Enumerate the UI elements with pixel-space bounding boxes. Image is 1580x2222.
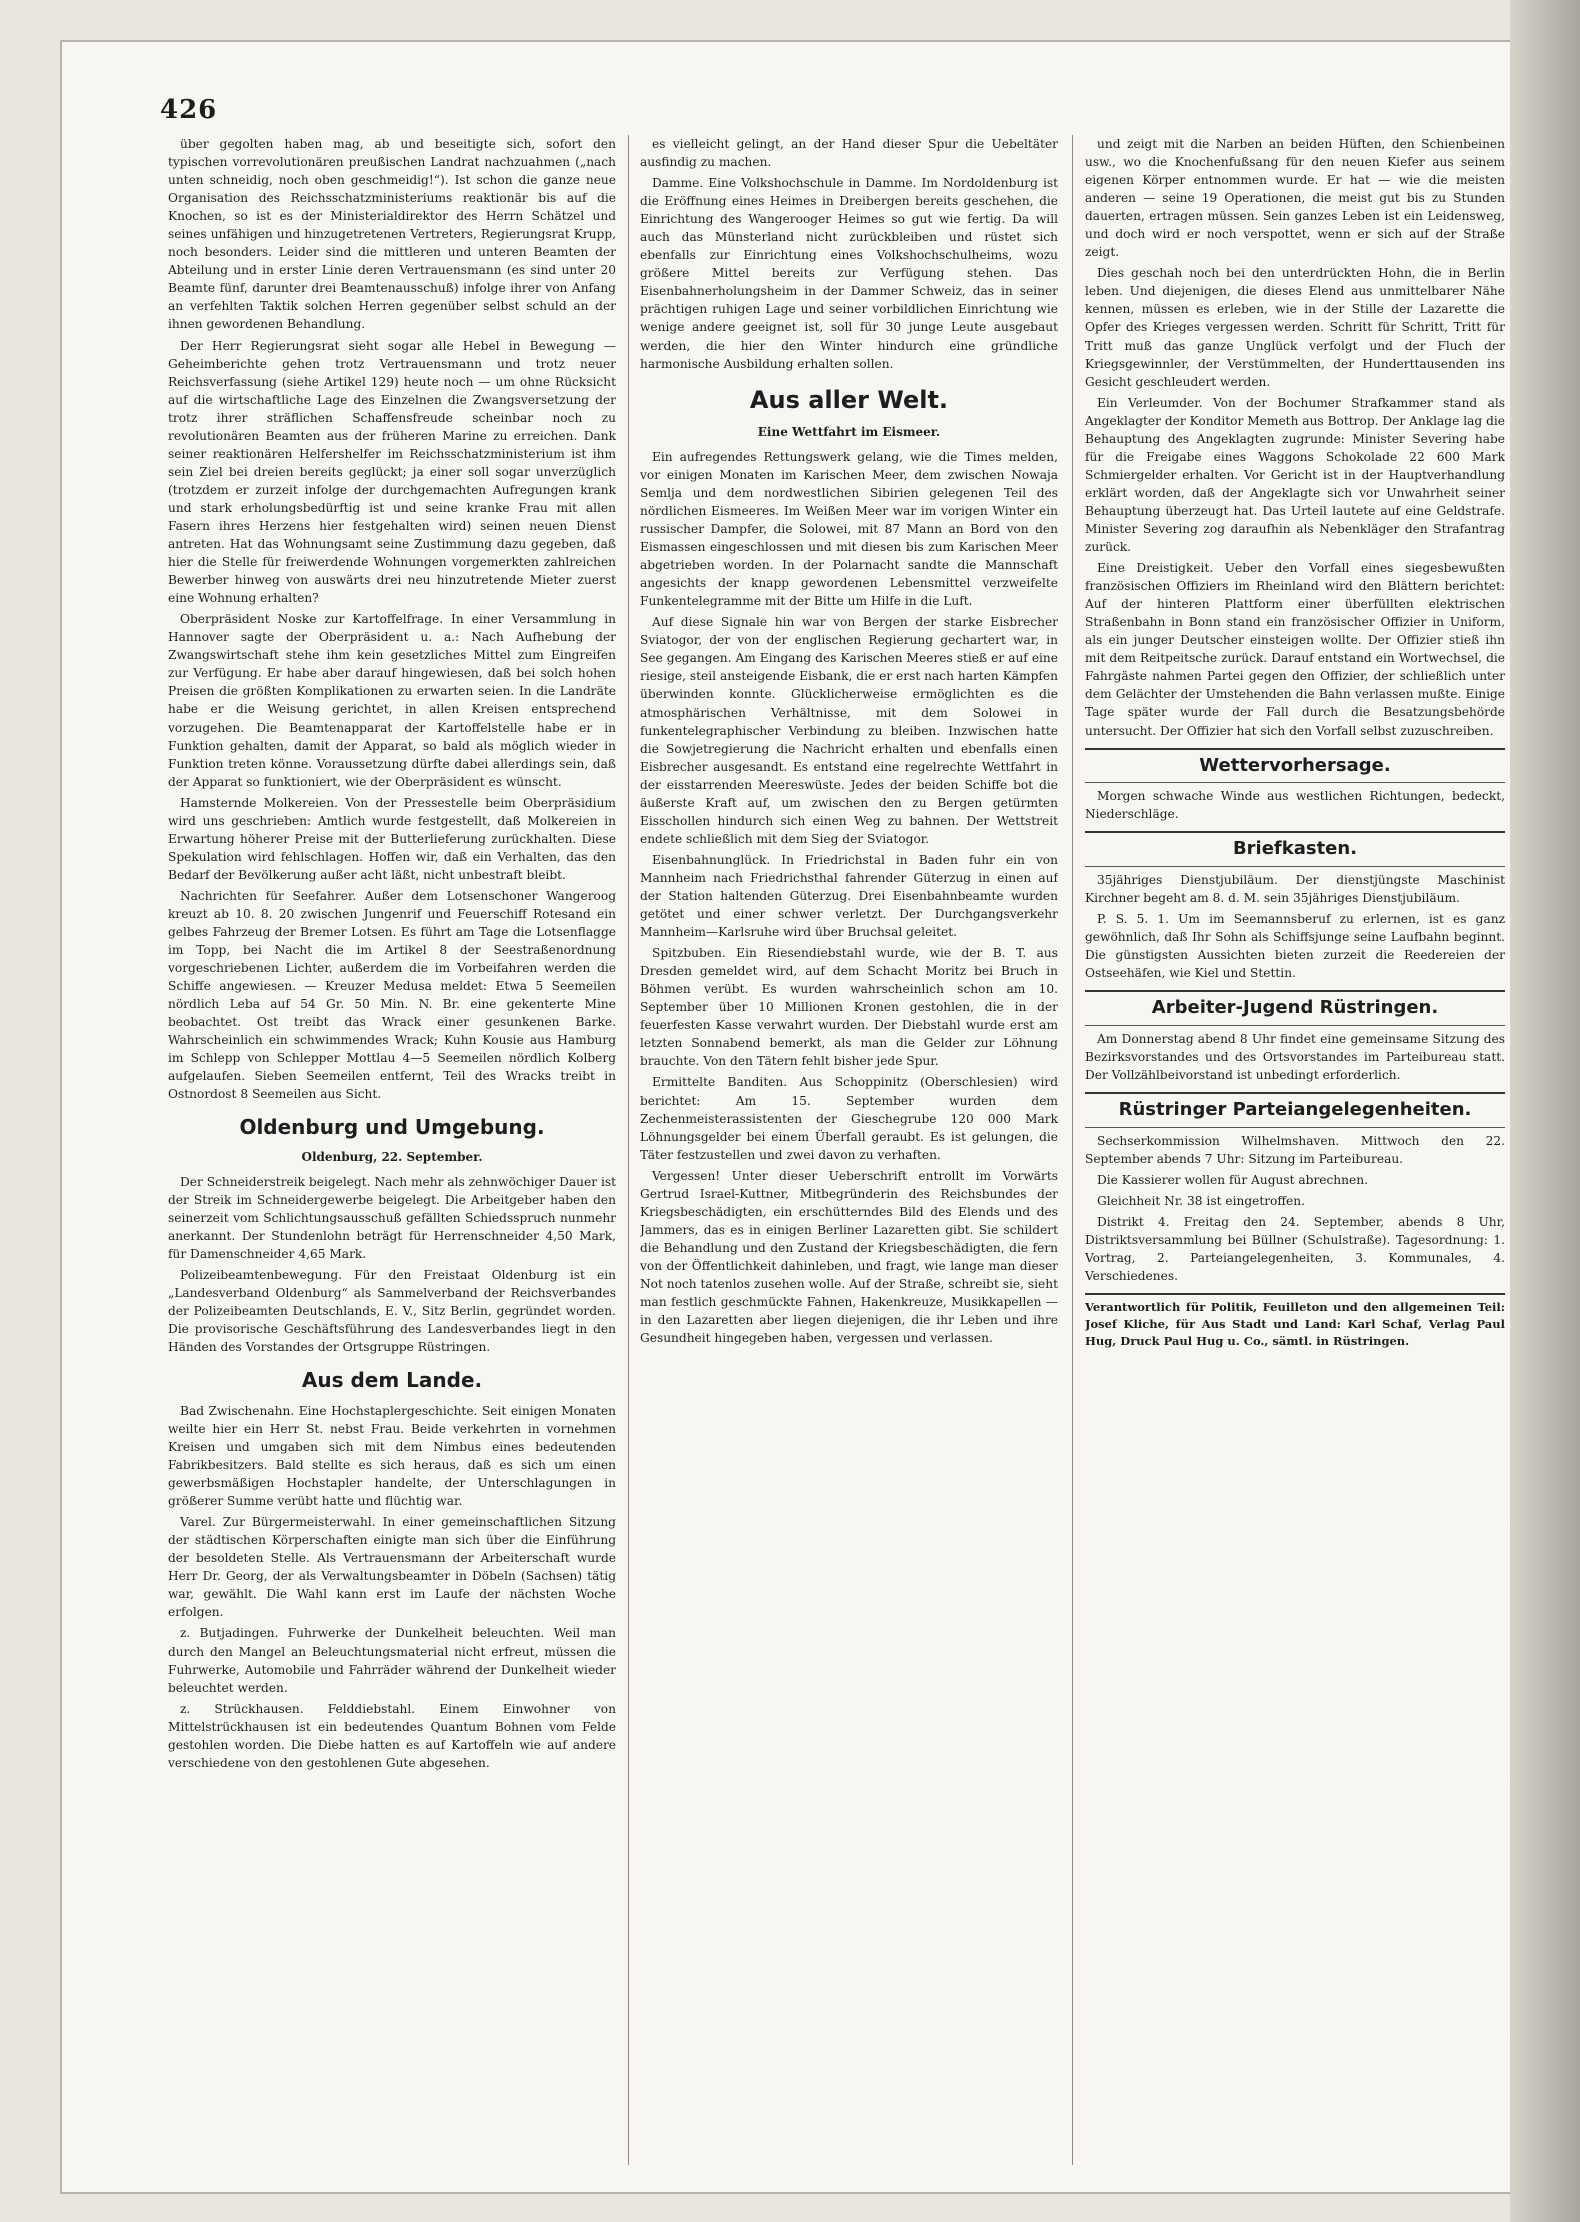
imprint-footer: Verantwortlich für Politik, Feuilleton und den allgemeinen Teil: Josef Kliche, für Aus Stadt und Land: Karl Schaf, Verlag Paul Hug, Druck Paul Hug u. Co., sämtl. in Rüstringen. bbox=[1085, 1293, 1505, 1350]
section-heading-wetter: Wettervorhersage. bbox=[1085, 748, 1505, 784]
article-paragraph: Am Donnerstag abend 8 Uhr findet eine gemeinsame Sitzung des Bezirksvorstandes und des Ortsvorstandes im Parteibureau statt. Der Vollzählbeivorstand ist unbedingt erforderlich. bbox=[1085, 1031, 1505, 1082]
weather-text: Morgen schwache Winde aus westlichen Richtungen, bedeckt, Niederschläge. bbox=[1085, 789, 1505, 822]
article-paragraph: Bad Zwischenahn. Eine Hochstaplergeschichte. Seit einigen Monaten weilte hier ein Herr St. nebst Frau. Beide verkehrten in vornehmen Kreisen und umgaben sich mit dem Nimbus eines bedeutenden Fabrikbesitzers. Bald stellte es sich heraus, daß es sich um einen gewerbsmäßigen Hochstapler handelte, der Unterschlagungen in größerer Summe verübt hatte und flüchtig war. bbox=[168, 1403, 616, 1509]
section-heading-jugend: Arbeiter-Jugend Rüstringen. bbox=[1085, 990, 1505, 1026]
article-paragraph: Sechserkommission Wilhelmshaven. Mittwoch den 22. September abends 7 Uhr: Sitzung im Parteibureau. bbox=[1085, 1133, 1505, 1166]
article-paragraph: z. Strückhausen. Felddiebstahl. Einem Einwohner von Mittelstrückhausen ist ein bedeutendes Quantum Bohnen vom Felde gestohlen worden. Die Diebe hatten es auf Kartoffeln wie auf andere verschiedene von den gestohlenen Gute abgesehen. bbox=[168, 1701, 616, 1770]
section-heading-briefkasten: Briefkasten. bbox=[1085, 831, 1505, 867]
article-paragraph: Ein aufregendes Rettungswerk gelang, wie die Times melden, vor einigen Monaten im Karischen Meer, dem zwischen Nowaja Semlja und dem nordwestlichen Sibirien gelegenen Teil des nördlichen Eismeeres. Im Weißen Meer war im vorigen Winter ein russischer Dampfer, die Solowei, mit 87 Mann an Bord von den Eismassen eingeschlossen und mit diesen bis zum Karischen Meer abgetrieben worden. In der Polarnacht sandte die Mannschaft angesichts der knapp gewordenen Lebensmittel verzweifelte Funkentelegramme mit der Bitte um Hilfe in die Luft. bbox=[640, 449, 1058, 609]
section-heading-oldenburg: Oldenburg und Umgebung. bbox=[239, 1115, 545, 1140]
column-2 bbox=[640, 135, 1058, 2155]
section-heading-partei: Rüstringer Parteiangelegenheiten. bbox=[1085, 1092, 1505, 1128]
article-paragraph: Polizeibeamtenbewegung. Für den Freistaat Oldenburg ist ein „Landesverband Oldenburg“ als Sammelverband der Reichsverbandes der Polizeibeamten Deutschlands, E. V., Sitz Berlin, gegründet worden. Die provisorische Geschäftsführung des Landesverbandes liegt in den Händen des Vorstandes der Ortsgruppe Rüstringen. bbox=[168, 1268, 616, 1355]
article-paragraph: Der Herr Regierungsrat sieht sogar alle Hebel in Bewegung — Geheimberichte gehen trotz Vertrauensmann und trotz neuer Reichsverfassung (siehe Artikel 129) heute noch — um ohne Rücksicht auf die wirtschaftliche Lage des Einzelnen die Zwangsversetzung der trotz ihrer sträflichen Schaffensfreude scheinbar noch zu revolutionären Beamten aus der früheren Marine zu erreichen. Dank seiner reaktionären Helfershelfer im Reichsschatzministerium ist ihm sein Ziel bei dreien bereits geglückt; ja einer soll sogar unverzüglich (trotzdem er zurzeit infolge der durchgemachten Aufregungen krank und stark erholungsbedürftig ist und seine kranke Frau mit allen Fasern ihres Herzens hier festgehalten wird) seinen neuen Dienst antreten. Hat das Wohnungsamt seine Zustimmung dazu gegeben, daß hier die Stelle für freiwerdende Wohnungen vorgemerkten zahlreichen Bewerber hinweg von auswärts drei neu hinzutretende Mieter zuerst eine Wohnung erhalten? bbox=[168, 338, 616, 606]
column-rule bbox=[628, 135, 629, 2165]
article-paragraph: Varel. Zur Bürgermeisterwahl. In einer gemeinschaftlichen Sitzung der städtischen Körperschaften einigte man sich über die Einführung der besoldeten Stelle. Als Vertrauensmann der Arbeiterschaft wurde Herr Dr. Georg, der als Verwaltungsbeamter in Döbeln (Sachsen) tätig war, gewählt. Die Wahl kann erst im Laufe der nächsten Woche erfolgen. bbox=[168, 1515, 616, 1620]
book-binding bbox=[1510, 0, 1580, 2222]
article-paragraph: Gleichheit Nr. 38 ist eingetroffen. bbox=[1097, 1193, 1305, 1208]
article-paragraph: Ein Verleumder. Von der Bochumer Strafkammer stand als Angeklagter der Konditor Memeth aus Bottrop. Der Anklage lag die Behauptung des Angeklagten zugrunde: Minister Severing habe für die Freigabe eines Waggons Schokolade 22 600 Mark Schmiergelder erhalten. Vor Gericht ist in der Hauptverhandlung erklärt worden, daß der Angeklagte sich vor Unwahrheit seiner Behauptung überzeugt hat. Das Urteil lautete auf eine Geldstrafe. Minister Severing zog daraufhin als Nebenkläger den Strafantrag zurück. bbox=[1085, 395, 1505, 555]
article-paragraph: Ermittelte Banditen. Aus Schoppinitz (Oberschlesien) wird berichtet: Am 15. September wurden dem Zechenmeisterassistenten der Gieschegrube 120 000 Mark Löhnungsgelder bei einem Überfall geraubt. Es ist gelungen, die Täter festzustellen und zwei davon zu verhaften. bbox=[640, 1075, 1058, 1162]
subheading: Eine Wettfahrt im Eismeer. bbox=[757, 425, 941, 440]
article-paragraph: Nachrichten für Seefahrer. Außer dem Lotsenschoner Wangeroog kreuzt ab 10. 8. 20 zwischen Jungenrif und Feuerschiff Rotesand ein gelbes Fahrzeug der Bremer Lotsen. Es führt am Tage die Lotsenflagge im Topp, bei Nacht die im Artikel 8 der Seestraßenordnung vorgeschriebenen Lichter, außerdem die im Vorbeifahren werden die Schiffe angewiesen. — Kreuzer Medusa meldet: Etwa 5 Seemeilen nördlich Leba auf 54 Gr. 50 Min. N. Br. eine gekenterte Mine beobachtet. Ost treibt das Wrack einer gesunkenen Barke. Wahrscheinlich ein schwimmendes Wrack; Kuhn Kousie aus Hamburg im Schlepp von Schlepper Mottlau 4—5 Seemeilen nördlich Kolberg aufgelaufen. Sieben Seemeilen entfernt, Teil des Wracks treibt in Ostnordost 8 Seemeilen aus Sicht. bbox=[168, 888, 616, 1102]
article-paragraph: Der Schneiderstreik beigelegt. Nach mehr als zehnwöchiger Dauer ist der Streik im Schneidergewerbe beigelegt. Die Arbeitgeber haben den seinerzeit vom Schlichtungsausschuß gefällten Schiedsspruch nunmehr anerkannt. Der Stundenlohn beträgt für Herrenschneider 4,50 Mark, für Damenschneider 4,65 Mark. bbox=[168, 1174, 616, 1262]
article-paragraph: P. S. 5. 1. Um im Seemannsberuf zu erlernen, ist es ganz gewöhnlich, daß Ihr Sohn als Schiffsjunge seine Laufbahn beginnt. Die günstigsten Aussichten bieten zurzeit die Reedereien der Ostseehäfen, wie Kiel und Stettin. bbox=[1085, 911, 1505, 981]
article-paragraph: Spitzbuben. Ein Riesendiebstahl wurde, wie der B. T. aus Dresden gemeldet wird, auf dem Schacht Moritz bei Bruch in Böhmen verübt. Es wurden wahrscheinlich schon am 10. September über 10 Millionen Kronen gestohlen, die in der feuerfesten Kasse verwahrt wurden. Der Diebstahl wurde erst am letzten Sonnabend bemerkt, als man die Gelder zur Löhnung brauchte. Von den Tätern fehlt bisher jede Spur. bbox=[640, 946, 1058, 1069]
dateline: Oldenburg, 22. September. bbox=[301, 1150, 483, 1165]
article-paragraph: Oberpräsident Noske zur Kartoffelfrage. In einer Versammlung in Hannover sagte der Oberpräsident u. a.: Nach Aufhebung der Zwangswirtschaft stehe ihm kein gesetzliches Mittel zum Eingreifen zur Verfügung. Er habe aber darauf hingewiesen, daß bei solch hohen Preisen die größten Komplikationen zu erwarten seien. In die Landräte habe er die Weisung gerichtet, in allen Kreisen entsprechend vorzugehen. Die Beamtenapparat der Kartoffelstelle habe er in Funktion gehalten, damit der Apparat, so bald als möglich wieder in Funktion treten könne. Voraussetzung dürfte dabei allerdings sein, daß der Apparat so funktioniert, wie der Oberpräsident es wünscht. bbox=[168, 612, 616, 789]
article-paragraph: Vergessen! Unter dieser Ueberschrift entrollt im Vorwärts Gertrud Israel-Kuttner, Mitbegründerin des Reichsbundes der Kriegsbeschädigten, ein erschütterndes Bild des Elends und des Jammers, das es in einigen Berliner Lazaretten gibt. Sie schildert die Behandlung und den Zustand der Kriegsbeschädigten, die fern von der Öffentlichkeit dahinleben, und fragt, wie lange man dieser Not noch tatenlos zusehen wolle. Auf der Straße, schreibt sie, sieht man festlich geschmückte Fahnen, Hakenkreuze, Musikkapellen — in den Lazaretten aber liegen diejenigen, die ihr Leben und ihre Gesundheit hingegeben haben, vergessen und verlassen. bbox=[640, 1168, 1058, 1346]
section-heading-lande: Aus dem Lande. bbox=[301, 1368, 483, 1393]
article-paragraph: Eisenbahnunglück. In Friedrichstal in Baden fuhr ein von Mannheim nach Friedrichsthal fahrender Güterzug in einen auf der Station haltenden Güterzug. Drei Eisenbahnbeamte wurden getötet und einer schwer verletzt. Der Durchgangsverkehr Mannheim—Karlsruhe wird über Bruchsal geleitet. bbox=[640, 852, 1058, 940]
article-paragraph: Hamsternde Molkereien. Von der Pressestelle beim Oberpräsidium wird uns geschrieben: Amtlich wurde festgestellt, daß Molkereien in Erwartung höherer Preise mit der Butterlieferung zurückhalten. Diese Spekulation wird fehlschlagen. Hoffen wir, daß ein Verhalten, das den Bedarf der Bevölkerung außer acht läßt, nicht unbestraft bleibt. bbox=[168, 795, 616, 882]
column-rule bbox=[1072, 135, 1073, 2165]
article-paragraph: 35jähriges Dienstjubiläum. Der dienstjüngste Maschinist Kirchner begeht am 8. d. M. sein 35jähriges Dienstjubiläum. bbox=[1085, 872, 1505, 905]
article-paragraph: Damme. Eine Volkshochschule in Damme. Im Nordoldenburg ist die Eröffnung eines Heimes in Dreibergen bereits geschehen, die Einrichtung des Wangerooger Heimes so gut wie fertig. Da will auch das Münsterland nicht zurückbleiben und rüstet sich ebenfalls zur Einrichtung eines Volkshochschulheims, wozu größere Mittel bereits zur Verfügung stehen. Das Eisenbahnerholungsheim in der Dammer Schweiz, das in seiner prächtigen ruhigen Lage und seiner vorbildlichen Einrichtung wie wenige andere geeignet ist, soll für 30 junge Leute ausgebaut werden, die hier den Winter hindurch eine gründliche harmonische Ausbildung erhalten sollen. bbox=[640, 176, 1058, 371]
article-paragraph: Auf diese Signale hin war von Bergen der starke Eisbrecher Sviatogor, der von der englischen Regierung gechartert war, in See gegangen. Am Eingang des Karischen Meeres stieß er auf eine riesige, steil ansteigende Eisbank, die er erst nach harten Kämpfen überwinden konnte. Glücklicherweise ermöglichten es die atmosphärischen Verhältnisse, mit dem Solowei in funkentelegraphischer Verbindung zu bleiben. Inzwischen hatte die Sowjetregierung die Nachricht erhalten und ebenfalls einen Eisbrecher ausgesandt. Es entstand eine regelrechte Wettfahrt in der eisstarrenden Meereswüste. Jedes der beiden Schiffe bot die äußerste Kraft auf, um zwischen den zu Bergen getürmten Eisschollen hindurch sich einen Weg zu bahnen. Der Wettstreit endete schließlich mit dem Sieg der Sviatogor. bbox=[640, 615, 1058, 846]
article-paragraph: es vielleicht gelingt, an der Hand dieser Spur die Uebeltäter ausfindig zu machen. bbox=[640, 137, 1058, 170]
column-3 bbox=[1085, 135, 1505, 2155]
article-paragraph: über gegolten haben mag, ab und beseitigte sich, sofort den typischen vorrevolutionären preußischen Landrat nachzuahmen („nach unten schneidig, noch oben geschmeidig!“). Ist schon die ganze neue Organisation des Reichsschatzministeriums reaktionär bis auf die Knochen, so ist es der Ministerialdirektor des Herrn Schätzel und seines unfähigen und hinzugetretenen Vertreters, Regierungsrat Krupp, noch besonders. Leider sind die mittleren und unteren Beamten der Abteilung und in erster Linie deren Vertrauensmann (es sind unter 20 Beamte fünf, darunter drei Beamtenausschuß) infolge ihrer von Anfang an verfehlten Taktik solchen Herren gegenüber selbst schuld an der ihnen gewordenen Behandlung. bbox=[168, 137, 616, 332]
article-paragraph: Die Kassierer wollen für August abrechnen. bbox=[1097, 1172, 1368, 1187]
page-number: 426 bbox=[160, 95, 218, 125]
article-paragraph: Distrikt 4. Freitag den 24. September, abends 8 Uhr, Distriktsversammlung bei Büllner (Schulstraße). Tagesordnung: 1. Vortrag, 2. Parteiangelegenheiten, 3. Kommunales, 4. Verschiedenes. bbox=[1085, 1214, 1505, 1283]
article-paragraph: Dies geschah noch bei den unterdrückten Hohn, die in Berlin leben. Und diejenigen, die dieses Elend aus unmittelbarer Nähe kennen, müssen es erleben, wie in der Stille der Lazarette die Opfer des Krieges vergessen werden. Schritt für Schritt, Tritt für Tritt muß das ganze Unglück verfolgt und der Fluch der Kriegsgewinnler, der Verstümmelten, der Hunderttausenden ins Gesicht geschleudert werden. bbox=[1085, 266, 1505, 389]
article-paragraph: Eine Dreistigkeit. Ueber den Vorfall eines siegesbewußten französischen Offiziers im Rheinland wird den Blättern berichtet: Auf der hinteren Plattform einer überfüllten elektrischen Straßenbahn in Bonn stand ein französischer Offizier in Uniform, als ein junger Deutscher einsteigen wollte. Der Offizier stieß ihn mit dem Reitpeitsche zurück. Darauf entstand ein Wortwechsel, die Fahrgäste nahmen Partei gegen den Offizier, der schließlich unter dem Gelächter der Umstehenden die Bahn verlassen mußte. Einige Tage später wurde der Fall durch die Besatzungsbehörde untersucht. Der Offizier hat sich den Vorfall selbst zuzuschreiben. bbox=[1085, 561, 1505, 738]
article-paragraph: z. Butjadingen. Fuhrwerke der Dunkelheit beleuchten. Weil man durch den Mangel an Beleuchtungsmaterial nicht erfreut, müssen die Fuhrwerke, Automobile und Fahrräder während der Dunkelheit wieder beleuchtet werden. bbox=[168, 1626, 616, 1695]
column-1 bbox=[168, 135, 616, 2155]
article-paragraph: und zeigt mit die Narben an beiden Hüften, den Schienbeinen usw., wo die Knochenfußsang für den neuen Kiefer aus seinem eigenen Körper entnommen wurde. Er hat — wie die meisten anderen — seine 19 Operationen, die meist gut bis zu Stunden dauerten, ertragen müssen. Sein ganzes Leben ist ein Leidensweg, und doch wird er noch verspottet, wenn er sich auf der Straße zeigt. bbox=[1085, 137, 1505, 260]
section-heading-welt: Aus aller Welt. bbox=[749, 385, 949, 414]
